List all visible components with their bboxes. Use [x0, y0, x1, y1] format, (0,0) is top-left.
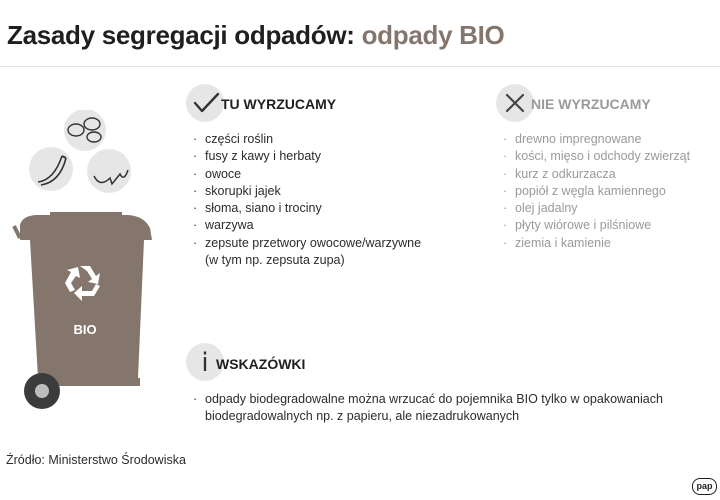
- no-list: [503, 131, 718, 252]
- yes-list: [193, 131, 463, 269]
- title-divider: [0, 66, 720, 67]
- list-item: · kości, mięso i odchody zwierząt: [503, 148, 718, 165]
- no-heading: NIE WYRZUCAMY: [531, 96, 651, 112]
- list-item: · olej jadalny: [503, 200, 718, 217]
- yes-heading: TU WYRZUCAMY: [221, 96, 337, 112]
- title-accent: odpady BIO: [361, 20, 505, 50]
- list-item: · ziemia i kamienie: [503, 235, 718, 252]
- list-item: · zepsute przetwory owocowe/warzywne: [193, 235, 463, 252]
- food-waste-icons: [29, 110, 131, 193]
- title-main: Zasady segregacji odpadów:: [7, 20, 355, 50]
- list-item: · warzywa: [193, 217, 463, 234]
- list-item: · płyty wiórowe i pilśniowe: [503, 217, 718, 234]
- tips-heading: WSKAZÓWKI: [216, 356, 306, 372]
- list-item: · drewno impregnowane: [503, 131, 718, 148]
- bin-icon: [14, 212, 152, 409]
- tip-item: · odpady biodegradowalne można wrzucać do pojemnika BIO tylko w opakowaniach biodegradowalnych np. z papieru, ale niezadrukowanych: [193, 391, 695, 426]
- list-item: (w tym np. zepsuta zupa): [205, 253, 345, 268]
- list-item: · części roślin: [193, 131, 463, 148]
- info-icon: i: [201, 348, 209, 378]
- list-item: · skorupki jajek: [193, 183, 463, 200]
- page-title: [7, 20, 504, 51]
- x-icon: [496, 84, 534, 122]
- x-badge: [496, 84, 534, 122]
- list-item: · fusy z kawy i herbaty: [193, 148, 463, 165]
- list-item: · popiół z węgla kamiennego: [503, 183, 718, 200]
- list-item: · owoce: [193, 166, 463, 183]
- bio-illustration: [10, 110, 170, 420]
- bin-label: BIO: [73, 322, 97, 337]
- source-note: Źródło: Ministerstwo Środowiska: [6, 453, 186, 467]
- checkmark-icon: [186, 84, 224, 122]
- list-item: · kurz z odkurzacza: [503, 166, 718, 183]
- checkmark-badge: [186, 84, 224, 122]
- pap-logo: pap: [692, 478, 717, 495]
- list-item: · słoma, siano i trociny: [193, 200, 463, 217]
